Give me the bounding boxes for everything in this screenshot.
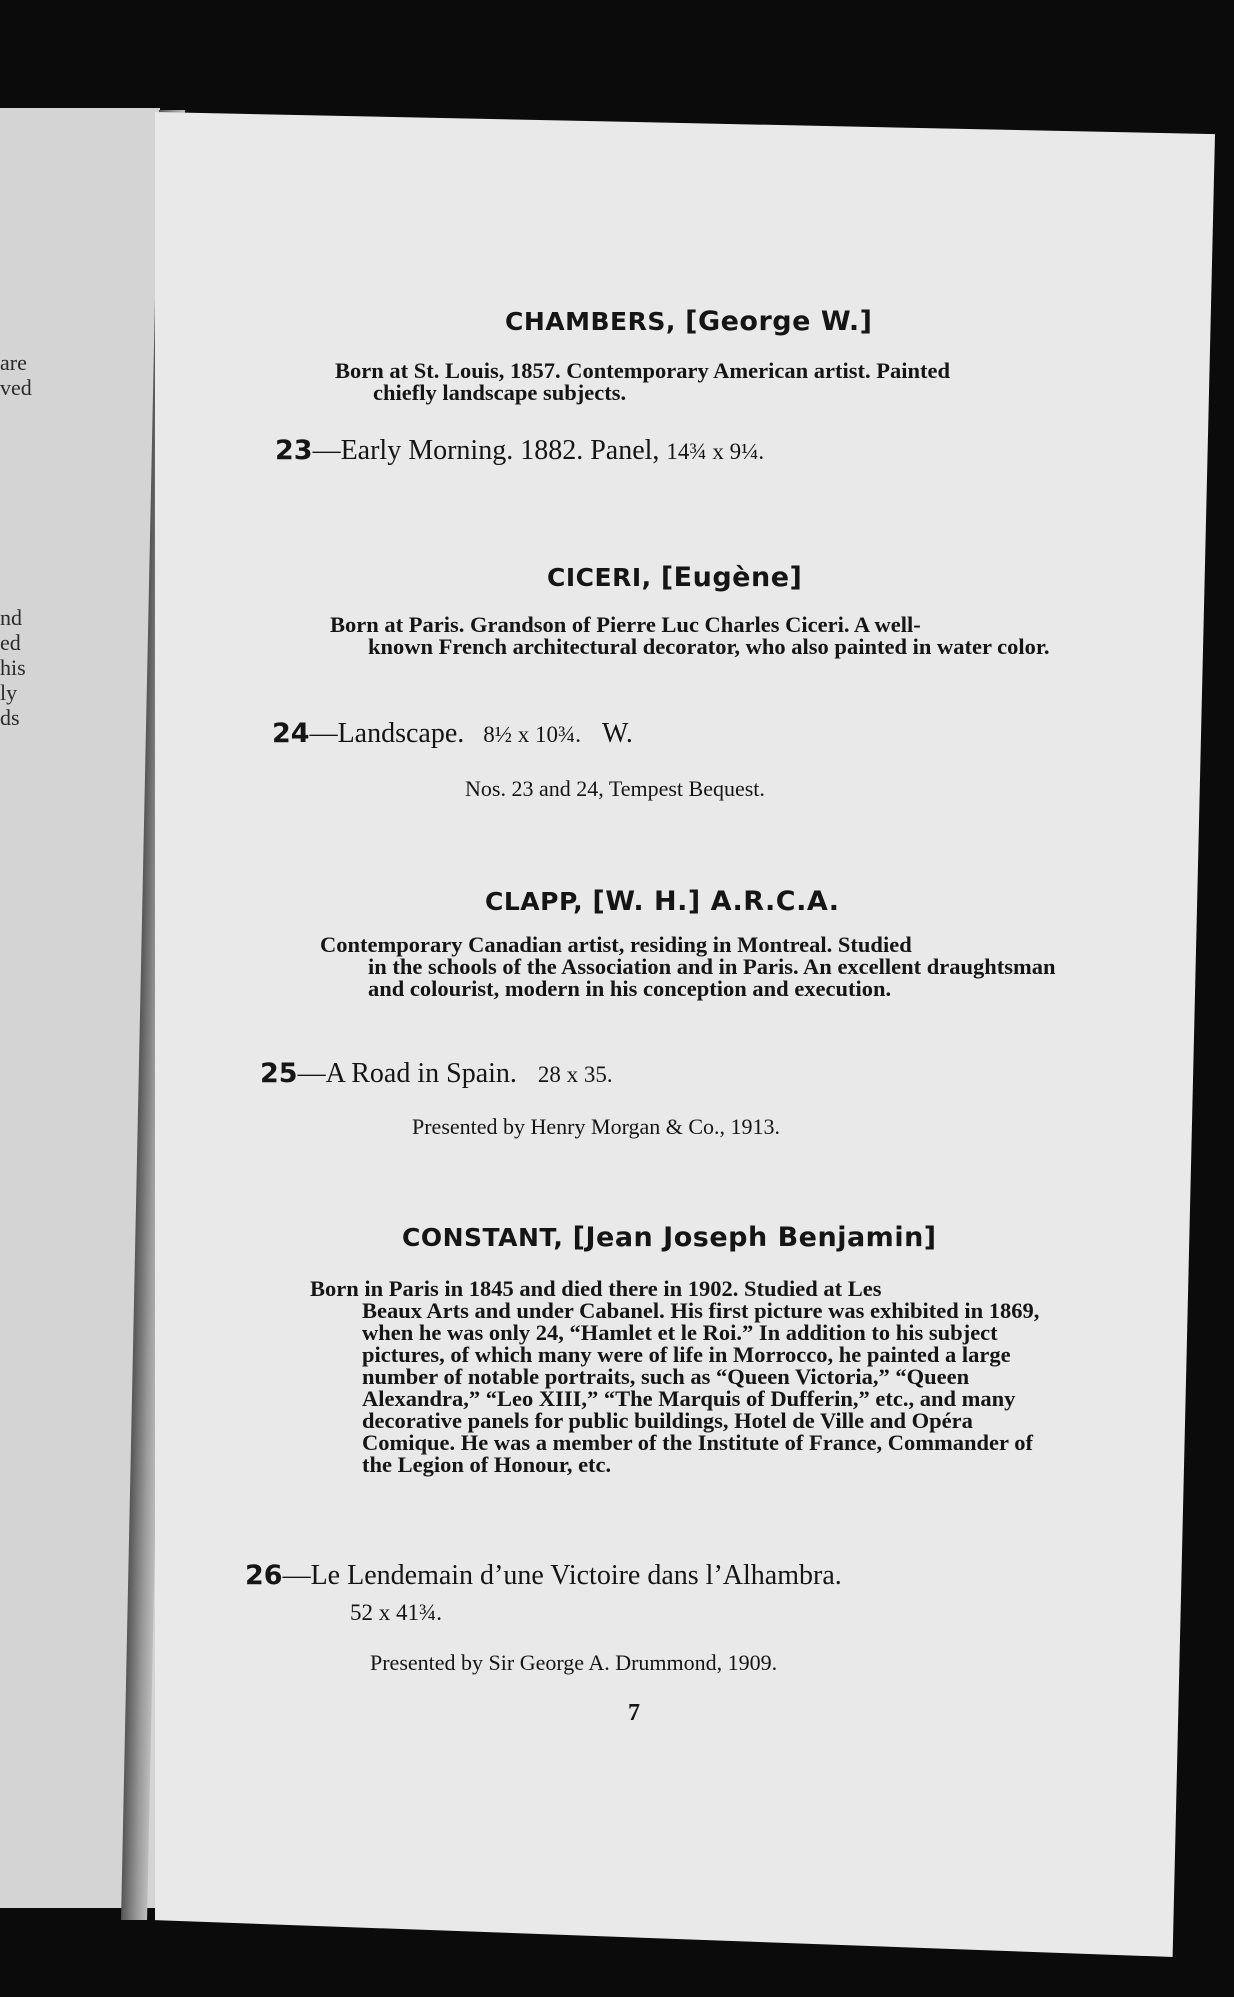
entry-title: —Le Lendemain d’une Victoire dans l’Alhambra. [282, 1560, 842, 1591]
catalogue-entry [260, 1058, 613, 1090]
entry-number: 25 [260, 1058, 298, 1089]
catalogue-entry [275, 435, 764, 467]
artist-biography: Born in Paris in 1845 and died there in 1902. Studied at Les Beaux Arts and under Cabanel. His first picture was exhibited in 1869, when he was only 24, “Hamlet et le Roi.” In addition to his subject pictures, of which many were of life in Morrocco, he painted a large number of notable portraits, such as “Queen Victoria,” “Queen Alexandra,” “Leo XIII,” “The Marquis of Dufferin,” etc., and many decorative panels for public buildings, Hotel de Ville and Opéra Comique. He was a member of the Institute of France, Commander of the Legion of Honour, etc. [310, 1276, 1040, 1477]
artist-surname: CLAPP, [485, 887, 584, 916]
entry-number: 26 [245, 1560, 283, 1591]
provenance-note: Presented by Sir George A. Drummond, 1909. [370, 1650, 778, 1675]
artist-heading [485, 886, 840, 917]
entry-dimensions: 52 x 41¾. [350, 1600, 442, 1625]
artist-biography: Contemporary Canadian artist, residing in Montreal. Studied in the schools of the Association and in Paris. An excellent draughtsman and colourist, modern in his conception and execution. [320, 932, 1056, 1001]
artist-surname: CHAMBERS, [505, 307, 676, 336]
entry-dimensions-line [350, 1596, 442, 1628]
facing-page-fragment: ly [0, 680, 18, 705]
facing-page-fragment: ed [0, 630, 21, 655]
artist-surname: CICERI, [547, 563, 652, 592]
facing-page-fragment: his [0, 655, 26, 680]
entry-dimensions: 8½ x 10¾. [483, 722, 582, 747]
entry-number: 23 [275, 435, 313, 466]
entry-title: —Landscape. [309, 718, 465, 749]
artist-heading [402, 1222, 937, 1253]
artist-given-name: [Jean Joseph Benjamin] [572, 1222, 937, 1253]
entry-title: —A Road in Spain. [297, 1058, 517, 1089]
facing-page-fragment: nd [0, 605, 22, 630]
entry-dimensions: 28 x 35. [537, 1062, 613, 1087]
artist-heading [505, 306, 873, 337]
facing-page-fragment: are [0, 350, 27, 375]
artist-heading [547, 562, 802, 593]
entry-dimensions: 14¾ x 9¼. [666, 439, 765, 464]
catalogue-entry [272, 718, 633, 750]
artist-biography: Born at Paris. Grandson of Pierre Luc Charles Ciceri. A well- known French architectural decorator, who also painted in water color. [330, 612, 1050, 659]
entry-title: —Early Morning. 1882. Panel, [312, 435, 660, 466]
facing-page-fragment: ds [0, 705, 20, 730]
artist-given-name: [W. H.] A.R.C.A. [592, 886, 840, 917]
provenance-note: Nos. 23 and 24, Tempest Bequest. [465, 776, 765, 801]
artist-biography: Born at St. Louis, 1857. Contemporary American artist. Painted chiefly landscape subjects. [335, 358, 950, 405]
page-number: 7 [628, 1700, 640, 1726]
entry-medium: W. [602, 718, 633, 749]
provenance-note: Presented by Henry Morgan & Co., 1913. [412, 1114, 781, 1139]
facing-page-fragment: ved [0, 375, 32, 400]
artist-surname: CONSTANT, [402, 1223, 564, 1252]
artist-given-name: [Eugène] [660, 562, 803, 593]
artist-given-name: [George W.] [685, 306, 873, 337]
catalogue-entry [245, 1560, 842, 1592]
entry-number: 24 [272, 718, 310, 749]
